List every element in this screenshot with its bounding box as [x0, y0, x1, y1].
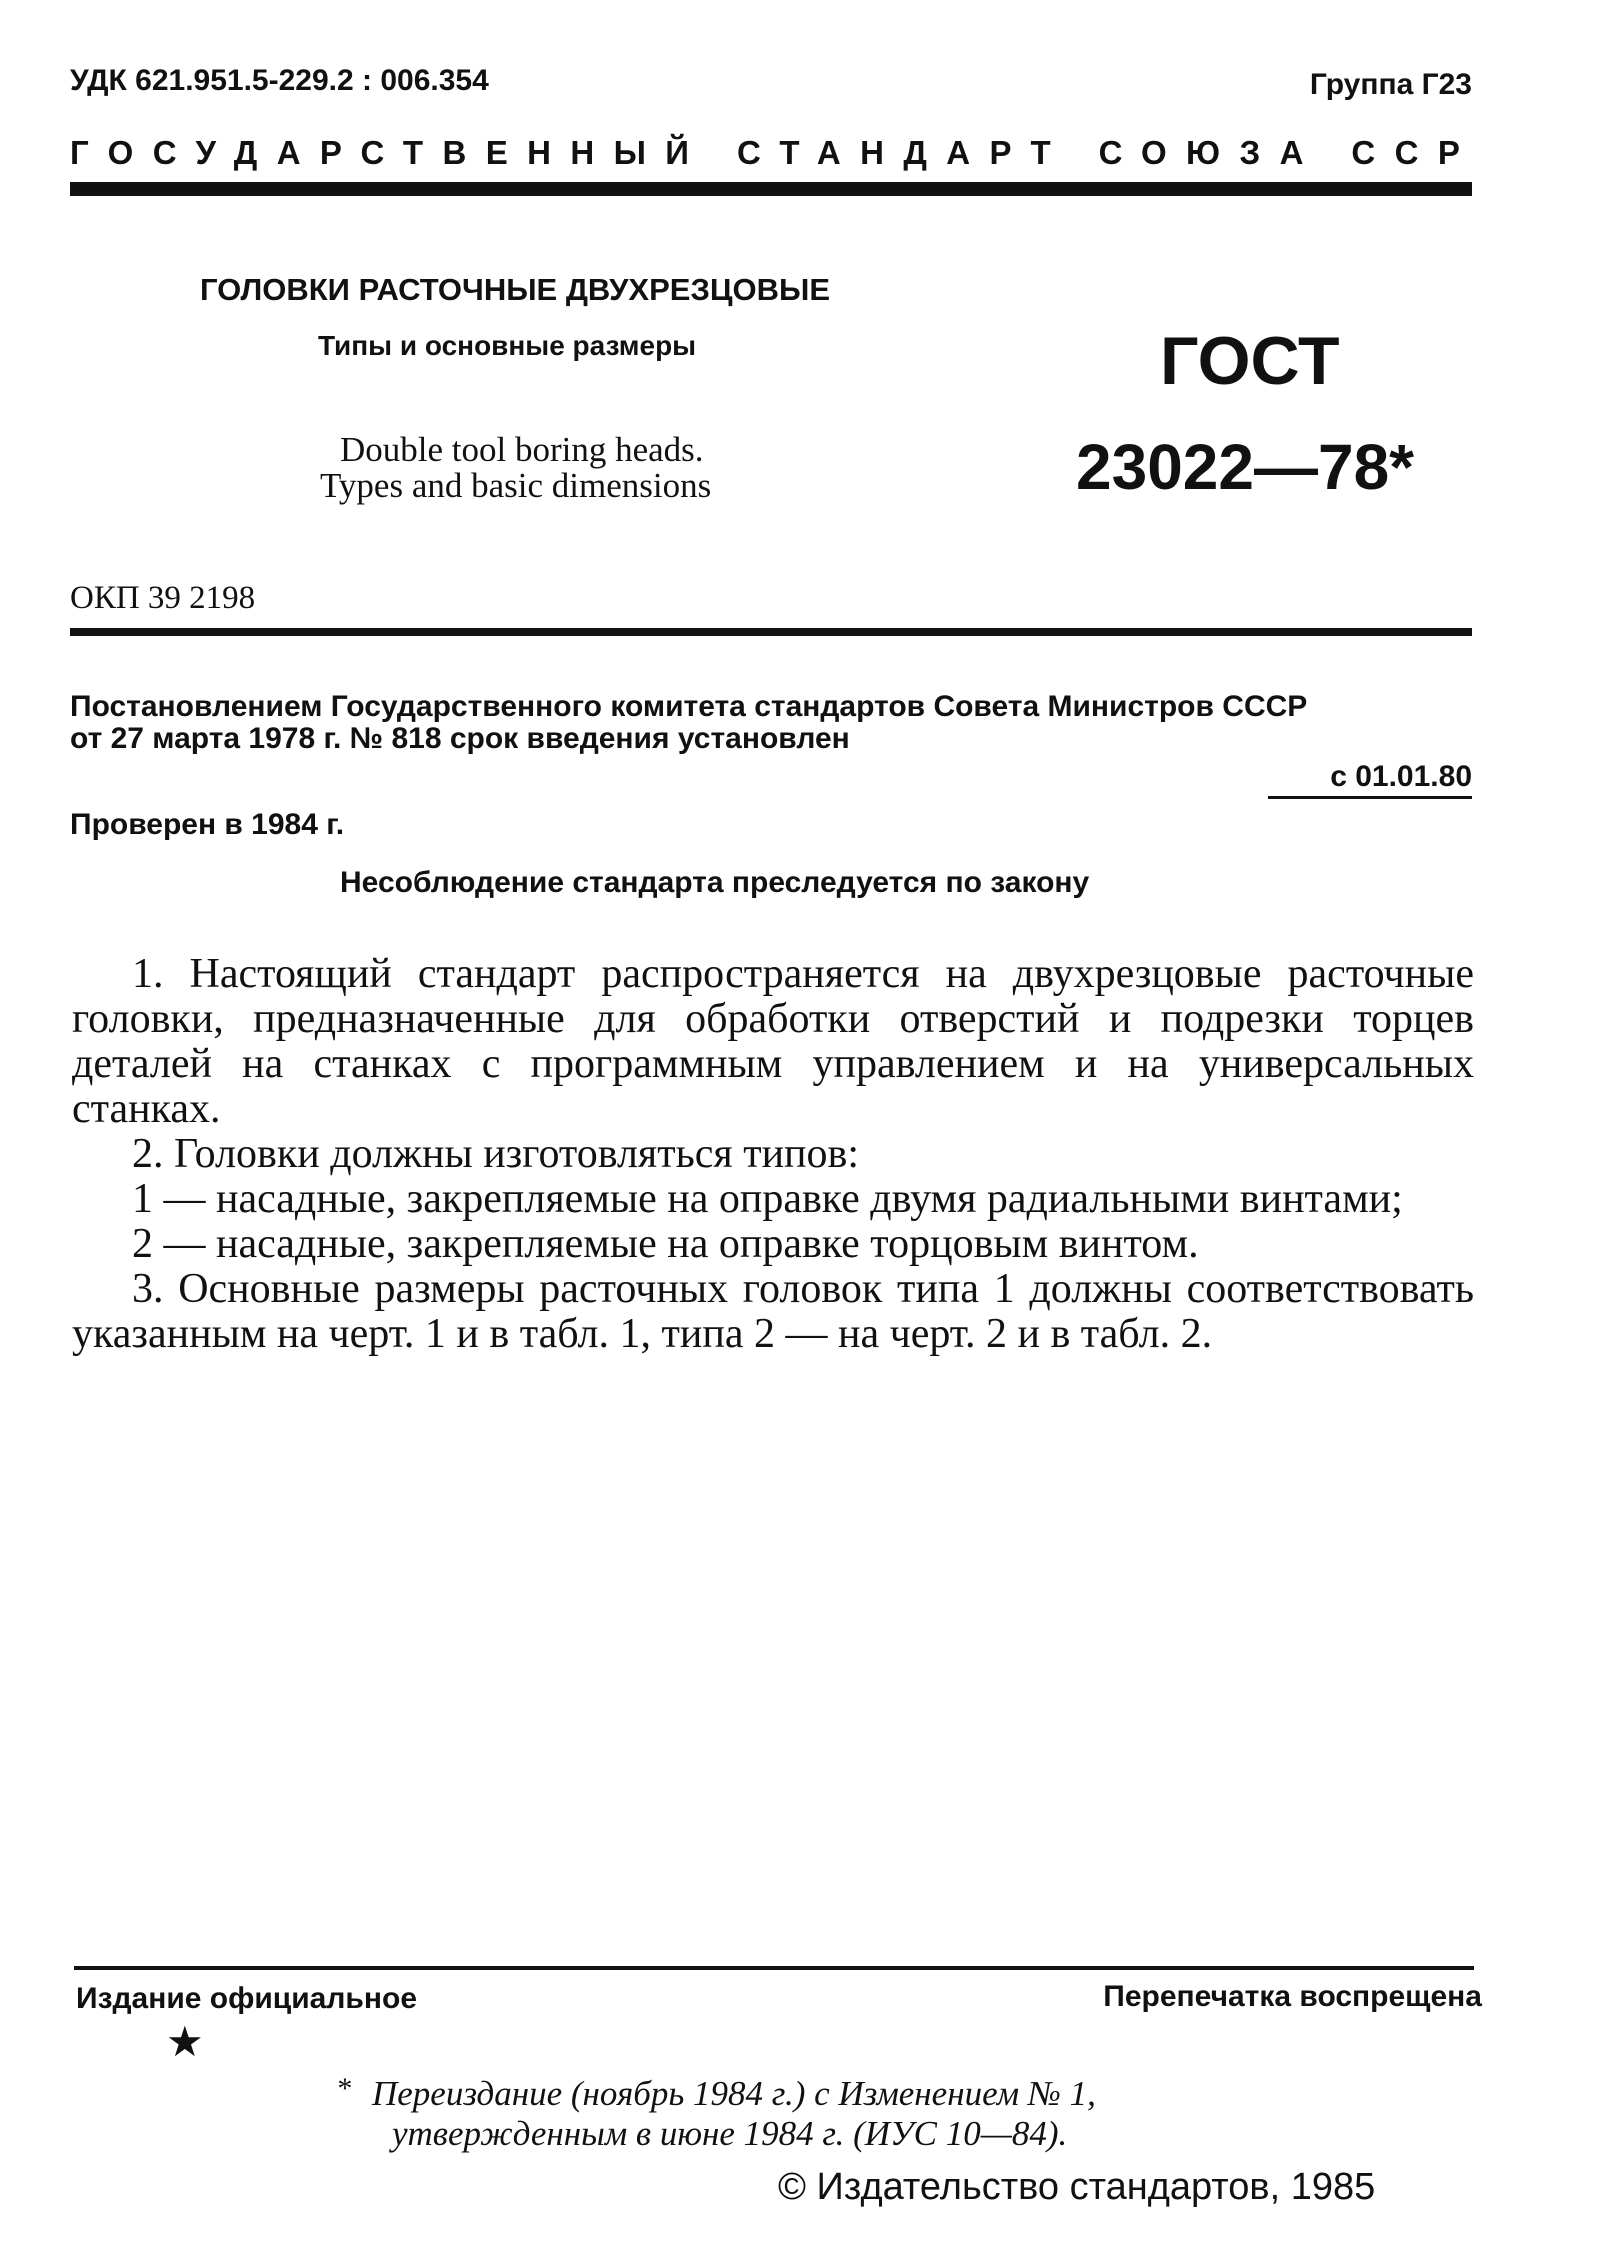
- paragraph-1: 1. Настоящий стандарт распространяется на двухрезцовые расточные головки, предназначенные для обработки отверстий и подрезки торцев деталей на станках с программным управлением и на универсальных станках.: [72, 951, 1474, 1132]
- paragraph-5: 3. Основные размеры расточных головок типа 1 должны соответствовать указанным на черт. 1 и в табл. 1, типа 2 — на черт. 2 и в табл. 2.: [72, 1266, 1474, 1357]
- decree-line1: Постановлением Государственного комитета стандартов Совета Министров СССР: [70, 690, 1308, 723]
- state-standard-heading: ГОСУДАРСТВЕННЫЙ СТАНДАРТ СОЮЗА ССР: [70, 134, 1480, 171]
- checked-note: Проверен в 1984 г.: [70, 808, 345, 841]
- decree-date: с 01.01.80: [1330, 760, 1472, 793]
- gost-label: ГОСТ: [1160, 323, 1340, 399]
- title-bottom-rule: [70, 628, 1472, 636]
- footnote-line2: утвержденным в июне 1984 г. (ИУС 10—84).: [392, 2114, 1068, 2153]
- legal-warning: Несоблюдение стандарта преследуется по закону: [340, 866, 1090, 899]
- reprint-prohibited: Перепечатка воспрещена: [1103, 1980, 1482, 2013]
- gost-number: 23022—78*: [1076, 431, 1415, 503]
- en-title-line1: Double tool boring heads.: [340, 430, 704, 469]
- footer-rule: [74, 1966, 1474, 1970]
- header-thick-rule: [70, 182, 1472, 196]
- star-icon: ★: [166, 2020, 204, 2066]
- body-text: [72, 952, 1474, 1357]
- date-underline: [1268, 796, 1472, 799]
- okp-code: ОКП 39 2198: [70, 580, 256, 616]
- paragraph-4: 2 — насадные, закрепляемые на оправке торцовым винтом.: [132, 1221, 1199, 1267]
- decree-line2: от 27 марта 1978 г. № 818 срок введения установлен: [70, 722, 850, 755]
- official-edition: Издание официальное: [76, 1982, 418, 2015]
- udk-code: УДК 621.951.5-229.2 : 006.354: [70, 64, 489, 97]
- footnote-mark: *: [336, 2072, 351, 2105]
- paragraph-3: 1 — насадные, закрепляемые на оправке двумя радиальными винтами;: [132, 1176, 1403, 1222]
- en-title-line2: Types and basic dimensions: [320, 466, 712, 505]
- paragraph-2: 2. Головки должны изготовляться типов:: [132, 1131, 860, 1177]
- footnote-line1: Переиздание (ноябрь 1984 г.) с Изменением № 1,: [372, 2074, 1096, 2113]
- group-code: Группа Г23: [1309, 68, 1472, 101]
- copyright: © Издательство стандартов, 1985: [778, 2166, 1376, 2208]
- ru-title: ГОЛОВКИ РАСТОЧНЫЕ ДВУХРЕЗЦОВЫЕ: [200, 272, 831, 307]
- ru-subtitle: Типы и основные размеры: [318, 330, 697, 361]
